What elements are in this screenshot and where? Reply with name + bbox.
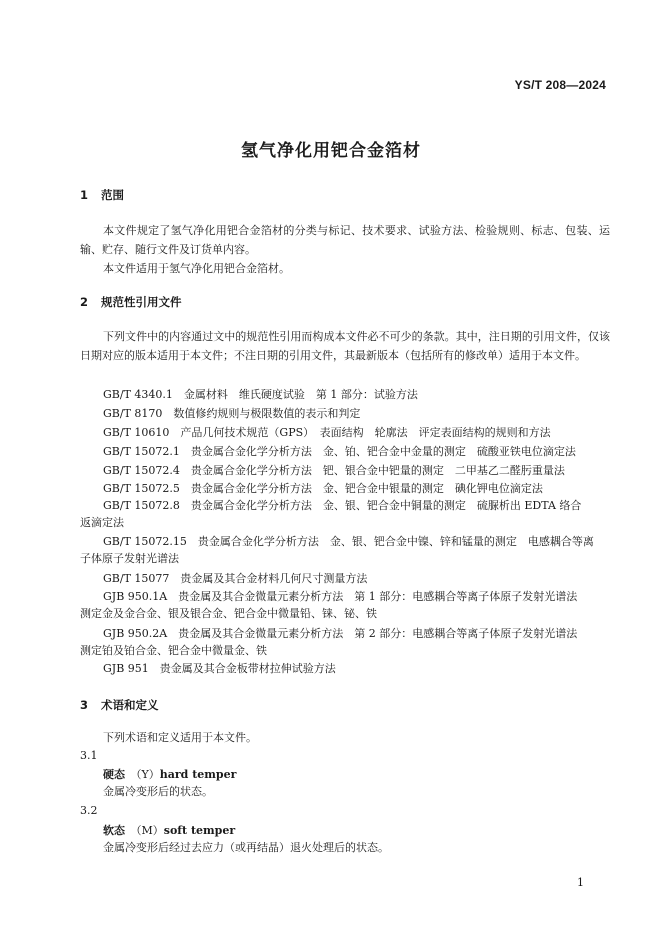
reference-item-continued: 测定金及金合金、银及银合金、钯合金中微量铅、铼、铋、铁 [80, 607, 377, 620]
terms-intro: 下列术语和定义适用于本文件。 [103, 731, 257, 744]
term-heading [103, 822, 235, 838]
normative-intro: 下列文件中的内容通过文中的规范性引用而构成本文件必不可少的条款。其中，注日期的引用文件，仅该日期对应的版本适用于本文件；不注日期的引用文件，其最新版本（包括所有的修改单）适用于本文件。 [80, 330, 610, 362]
reference-item-continued: 子体原子发射光谱法 [80, 552, 179, 565]
term-code: （M） [136, 824, 164, 837]
reference-item: GB/T 8170 数值修约规则与极限数值的表示和判定 [103, 407, 361, 420]
reference-item-continued: 测定铂及铂合金、钯合金中微量金、铁 [80, 644, 267, 657]
section-title: 规范性引用文件 [101, 295, 182, 309]
reference-item: GJB 950.2A 贵金属及其合金微量元素分析方法 第 2 部分：电感耦合等离子体原子发射光谱法 [103, 627, 578, 640]
reference-item-continued: 返滴定法 [80, 516, 124, 529]
standard-number: YS/T 208—2024 [514, 78, 606, 92]
section-1-heading [80, 187, 124, 203]
page-number: 1 [577, 876, 584, 889]
term-definition: 金属冷变形后的状态。 [103, 785, 213, 798]
reference-item: GB/T 10610 产品几何技术规范（GPS） 表面结构 轮廓法 评定表面结构的规则和方法 [103, 426, 551, 439]
term-chinese: 软态 [103, 824, 125, 837]
term-number: 3.1 [80, 749, 98, 762]
reference-item: GB/T 15072.8 贵金属合金化学分析方法 金、银、钯合金中铜量的测定 硫脲析出 EDTA 络合 [103, 499, 582, 512]
section-number: 2 [80, 295, 89, 309]
term-code: （Y） [136, 768, 160, 781]
document-title: 氢气净化用钯合金箔材 [241, 141, 421, 161]
term-heading [103, 766, 236, 782]
term-definition: 金属冷变形后经过去应力（或再结晶）退火处理后的状态。 [103, 841, 389, 854]
section-number: 1 [80, 188, 89, 202]
section-number: 3 [80, 698, 89, 712]
term-number: 3.2 [80, 804, 98, 817]
reference-item: GJB 951 贵金属及其合金板带材拉伸试验方法 [103, 662, 336, 675]
reference-item: GB/T 4340.1 金属材料 维氏硬度试验 第 1 部分：试验方法 [103, 388, 418, 401]
reference-item: GB/T 15072.5 贵金属合金化学分析方法 金、钯合金中银量的测定 碘化钾电位滴定法 [103, 482, 543, 495]
section-title: 范围 [101, 188, 124, 202]
reference-item: GB/T 15072.1 贵金属合金化学分析方法 金、铂、钯合金中金量的测定 硫酸亚铁电位滴定法 [103, 445, 576, 458]
reference-item: GJB 950.1A 贵金属及其合金微量元素分析方法 第 1 部分：电感耦合等离子体原子发射光谱法 [103, 590, 578, 603]
term-chinese: 硬态 [103, 768, 125, 781]
scope-applicability: 本文件适用于氢气净化用钯合金箔材。 [103, 262, 290, 275]
section-2-heading [80, 294, 182, 310]
reference-item: GB/T 15072.15 贵金属合金化学分析方法 金、银、钯合金中镍、锌和锰量的测定 电感耦合等离 [103, 535, 594, 548]
section-3-heading [80, 697, 159, 713]
reference-item: GB/T 15072.4 贵金属合金化学分析方法 钯、银合金中钯量的测定 二甲基乙二醛肟重量法 [103, 464, 565, 477]
reference-item: GB/T 15077 贵金属及其合金材料几何尺寸测量方法 [103, 572, 368, 585]
scope-paragraph: 本文件规定了氢气净化用钯合金箔材的分类与标记、技术要求、试验方法、检验规则、标志、包装、运输、贮存、随行文件及订货单内容。 [80, 224, 610, 256]
term-english: soft temper [163, 824, 236, 837]
term-english: hard temper [159, 768, 237, 781]
section-title: 术语和定义 [101, 698, 159, 712]
